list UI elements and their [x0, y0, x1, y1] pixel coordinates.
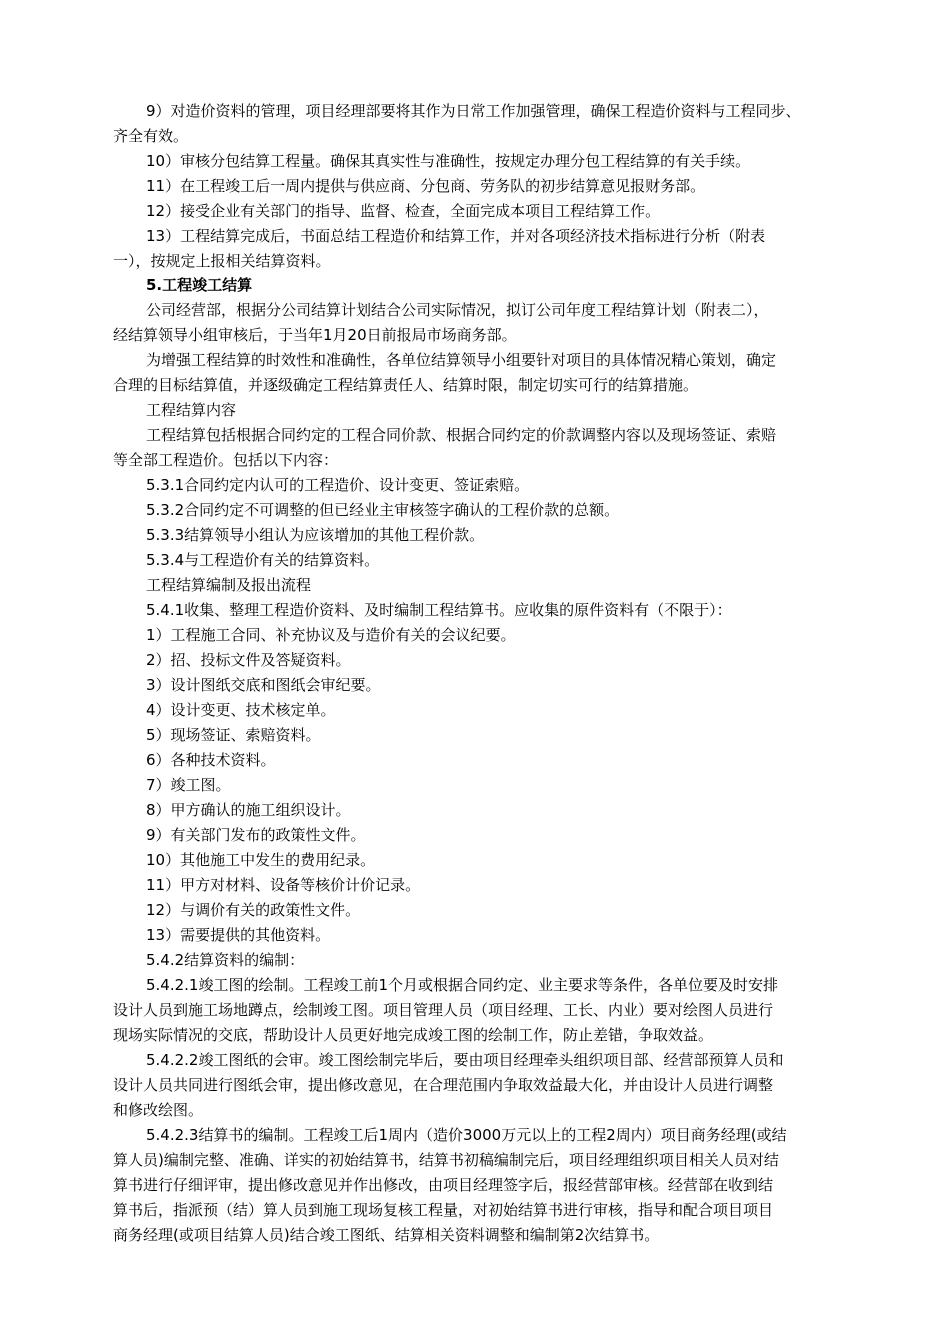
- list-item: 12）与调价有关的政策性文件。: [146, 901, 361, 919]
- text-line: 设计人员共同进行图纸会审，提出修改意见，在合理范围内争取效益最大化，并由设计人员进行调整: [113, 1076, 774, 1094]
- list-item: 10）其他施工中发生的费用纪录。: [146, 851, 376, 869]
- text-line: 算人员)编制完整、准确、详实的初始结算书，结算书初稿编制完后，项目经理组织项目相关人员对结: [113, 1151, 779, 1169]
- text-line: 5.3.3结算领导小组认为应该增加的其他工程价款。: [146, 526, 485, 544]
- text-line: 5.4.2结算资料的编制：: [146, 951, 305, 969]
- list-item: 11）甲方对材料、设备等核价计价记录。: [146, 876, 421, 894]
- text-line: 公司经营部，根据分公司结算计划结合公司实际情况，拟订公司年度工程结算计划（附表二），: [146, 301, 769, 319]
- list-item: 4）设计变更、技术核定单。: [146, 701, 336, 719]
- text-line: 5.3.4与工程造价有关的结算资料。: [146, 551, 380, 569]
- list-item: 2）招、投标文件及答疑资料。: [146, 651, 351, 669]
- text-line: 算书进行仔细评审，提出修改意见并作出修改，由项目经理签字后，报经营部审核。经营部在收到结: [113, 1176, 774, 1194]
- text-line: 算书后，指派预（结）算人员到施工现场复核工程量，对初始结算书进行审核，指导和配合项目项目: [113, 1201, 774, 1219]
- text-line: 5.4.2.2竣工图纸的会审。竣工图绘制完毕后，要由项目经理牵头组织项目部、经营部预算人员和: [146, 1051, 784, 1069]
- text-line: 5.3.1合同约定内认可的工程造价、设计变更、签证索赔。: [146, 476, 530, 494]
- list-item: 8）甲方确认的施工组织设计。: [146, 801, 351, 819]
- text-line: 5.4.1收集、整理工程造价资料、及时编制工程结算书。应收集的原件资料有（不限于）：: [146, 601, 732, 619]
- subsection-heading: 工程结算编制及报出流程: [146, 576, 312, 594]
- text-line: 11）在工程竣工后一周内提供与供应商、分包商、劳务队的初步结算意见报财务部。: [146, 177, 706, 195]
- text-line: 为增强工程结算的时效性和准确性，各单位结算领导小组要针对项目的具体情况精心策划，确定: [146, 351, 777, 369]
- list-item: 13）需要提供的其他资料。: [146, 926, 331, 944]
- text-line: 12）接受企业有关部门的指导、监督、检查，全面完成本项目工程结算工作。: [146, 202, 661, 220]
- text-line: 5.4.2.3结算书的编制。工程竣工后1周内（造价3000万元以上的工程2周内）项目商务经理(或结: [146, 1126, 787, 1144]
- text-line: 设计人员到施工场地蹲点，绘制竣工图。项目管理人员（项目经理、工长、内业）要对绘图人员进行: [113, 1001, 774, 1019]
- text-line: 商务经理(或项目结算人员)结合竣工图纸、结算相关资料调整和编制第2次结算书。: [113, 1226, 660, 1244]
- text-line: 13）工程结算完成后，书面总结工程造价和结算工作，并对各项经济技术指标进行分析（附表: [146, 227, 766, 245]
- section-heading: 5.工程竣工结算: [146, 276, 253, 294]
- list-item: 5）现场签证、索赔资料。: [146, 726, 321, 744]
- list-item: 1）工程施工合同、补充协议及与造价有关的会议纪要。: [146, 626, 516, 644]
- text-line: 一），按规定上报相关结算资料。: [113, 252, 331, 270]
- text-line: 现场实际情况的交底，帮助设计人员更好地完成竣工图的绘制工作，防止差错，争取效益。: [113, 1026, 714, 1044]
- text-line: 齐全有效。: [113, 127, 189, 145]
- list-item: 6）各种技术资料。: [146, 751, 276, 769]
- subsection-heading: 工程结算内容: [146, 401, 237, 419]
- text-line: 工程结算包括根据合同约定的工程合同价款、根据合同约定的价款调整内容以及现场签证、索赔: [146, 426, 777, 444]
- list-item: 9）有关部门发布的政策性文件。: [146, 826, 366, 844]
- list-item: 3）设计图纸交底和图纸会审纪要。: [146, 676, 381, 694]
- text-line: 经结算领导小组审核后，于当年1月20日前报局市场商务部。: [113, 326, 517, 344]
- text-line: 5.3.2合同约定不可调整的但已经业主审核签字确认的工程价款的总额。: [146, 501, 620, 519]
- text-line: 5.4.2.1竣工图的绘制。工程竣工前1个月或根据合同约定、业主要求等条件，各单位要及时安排: [146, 976, 779, 994]
- text-line: 和修改绘图。: [113, 1101, 204, 1119]
- text-line: 10）审核分包结算工程量。确保其真实性与准确性，按规定办理分包工程结算的有关手续。: [146, 152, 751, 170]
- text-line: 9）对造价资料的管理，项目经理部要将其作为日常工作加强管理，确保工程造价资料与工程同步、: [146, 102, 801, 120]
- text-line: 合理的目标结算值，并逐级确定工程结算责任人、结算时限，制定切实可行的结算措施。: [113, 376, 699, 394]
- list-item: 7）竣工图。: [146, 776, 231, 794]
- text-line: 等全部工程造价。包括以下内容：: [113, 451, 339, 469]
